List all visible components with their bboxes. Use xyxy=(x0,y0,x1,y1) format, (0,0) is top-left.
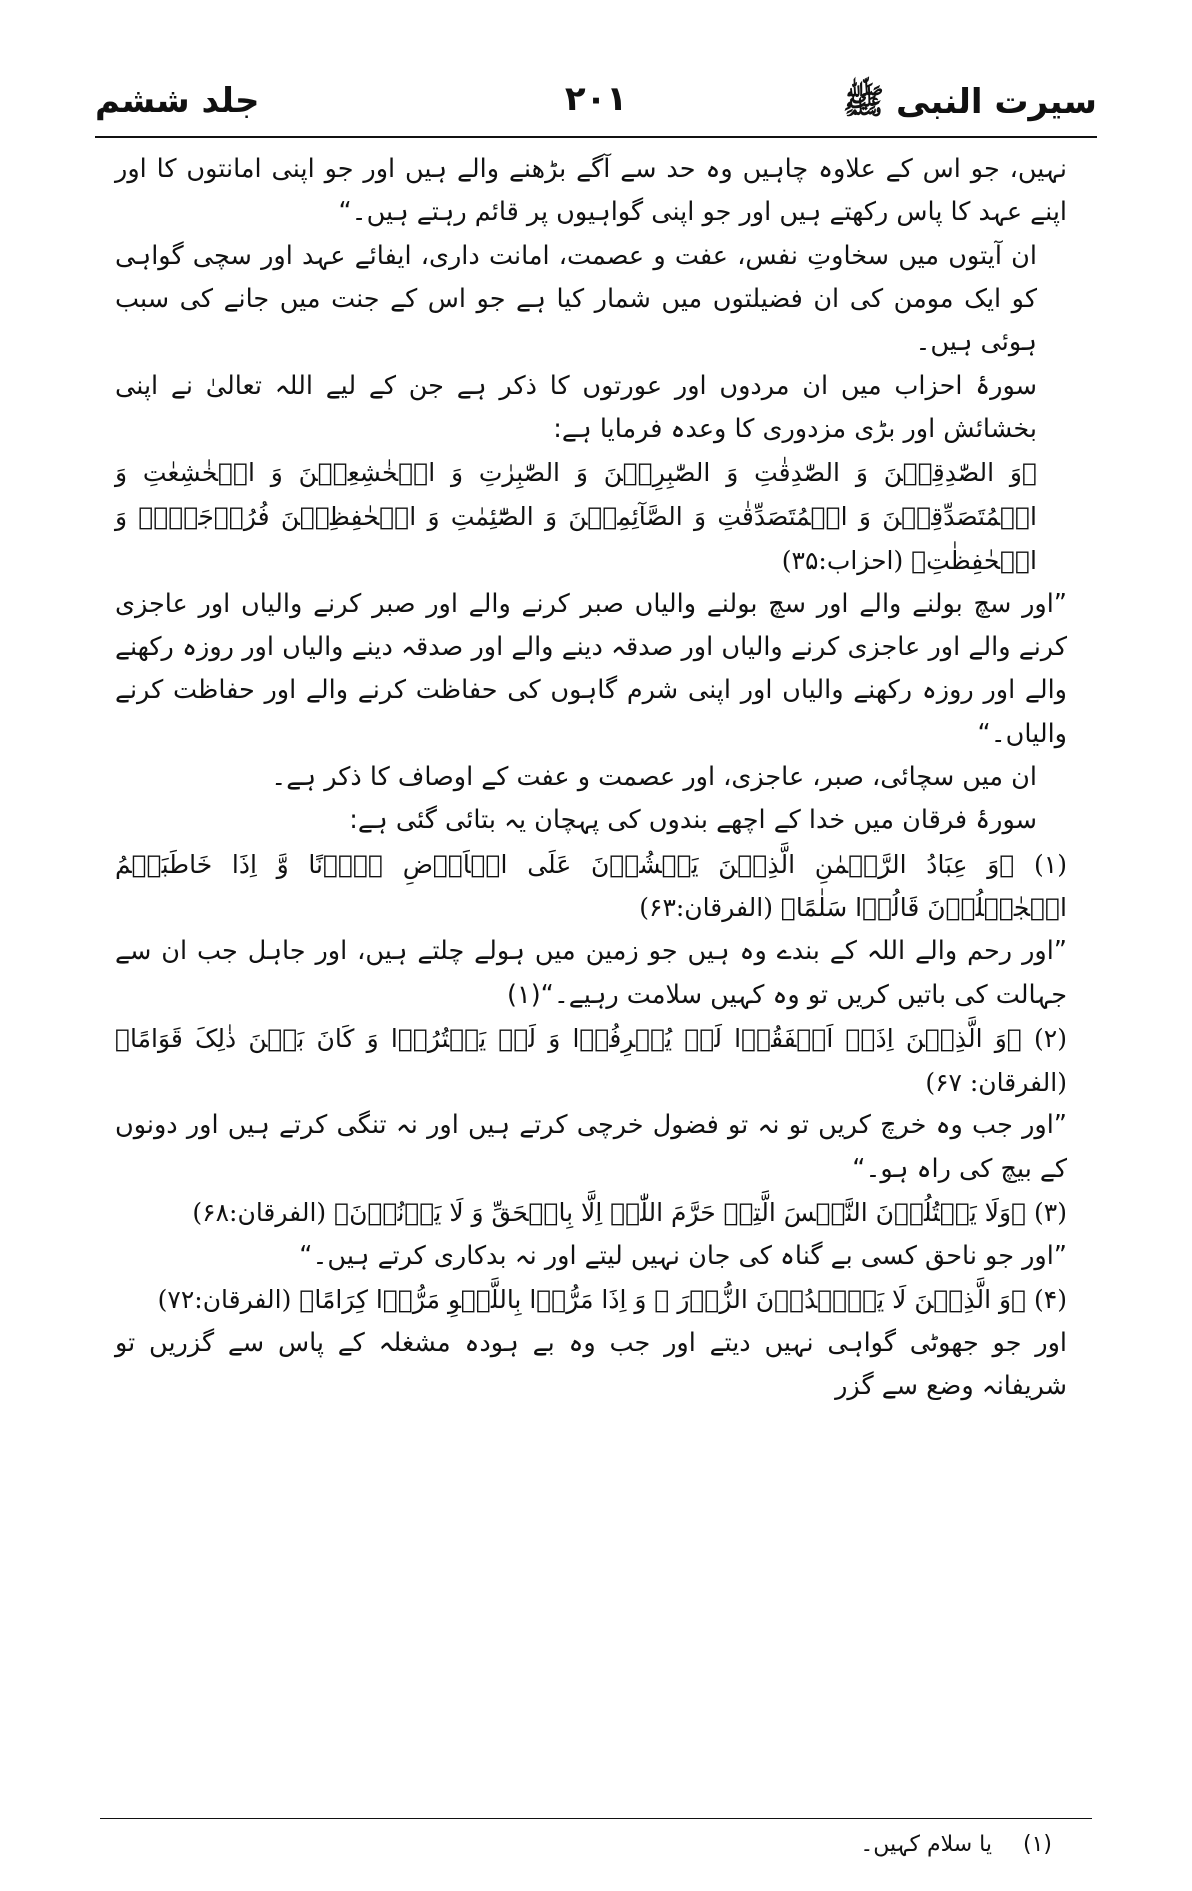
footnote-rule xyxy=(100,1818,1092,1819)
quran-verse-furqan-68: (۳) ﴿وَلَا یَقۡتُلُوۡنَ النَّفۡسَ الَّتِیۡ حَرَّمَ اللّٰہُ اِلَّا بِالۡحَقِّ وَ لَا یَزۡنُوۡنَ﴾ (الفرقان:۶۸) xyxy=(192,1198,1067,1228)
footnote-text: یا سلام کہیں۔ xyxy=(860,1832,992,1857)
page-number: ۲۰۱ xyxy=(564,79,628,119)
translation-furqan-68: ”اور جو ناحق کسی بے گناہ کی جان نہیں لیتے اور نہ بدکاری کرتے ہیں۔“ xyxy=(299,1240,1067,1271)
paragraph-virtues: ان میں سچائی، صبر، عاجزی، اور عصمت و عفت کے اوصاف کا ذکر ہے۔ xyxy=(271,762,1037,793)
footnote xyxy=(140,1832,1052,1857)
paragraph-commentary: ان آیتوں میں سخاوتِ نفس، عفت و عصمت، امانت داری، ایفائے عہد اور سچی گواہی کو ایک مومن کی ان فضیلتوں میں شمار کیا ہے جو اس کے جنت میں جانے کی سبب ہوئی ہیں۔ xyxy=(115,240,1037,358)
page-body xyxy=(115,148,1067,1409)
translation-furqan-63: ”اور رحم والے اللہ کے بندے وہ ہیں جو زمین میں ہولے چلتے ہیں، اور جاہل جب ان سے جہالت کی باتیں کریں تو وہ کہیں سلامت رہیے۔“(۱) xyxy=(115,936,1067,1010)
translation-ahzab-35: ”اور سچ بولنے والے اور سچ بولنے والیاں صبر کرنے والے اور صبر کرنے والیاں اور عاجزی کرنے والے اور عاجزی کرنے والیاں اور صدقہ دینے والے اور صدقہ دینے والیاں اور روزہ رکھنے والے اور روزہ رکھنے والیاں اور اپنی شرم گاہوں کی حفاظت کرنے والے اور حفاظت کرنے والیاں۔“ xyxy=(115,588,1067,749)
paragraph-continuation: نہیں، جو اس کے علاوہ چاہیں وہ حد سے آگے بڑھنے والے ہیں اور جو اپنی امانتوں کا اور اپنے عہد کا پاس رکھتے ہیں اور جو اپنی گواہیوں پر قائم رہتے ہیں۔“ xyxy=(115,154,1067,228)
quran-verse-furqan-67: (۲) ﴿وَ الَّذِیۡنَ اِذَاۤ اَنۡفَقُوۡا لَمۡ یُسۡرِفُوۡا وَ لَمۡ یَقۡتُرُوۡا وَ کَانَ بَیۡنَ ذٰلِکَ قَوَامًا﴾ (الفرقان: ۶۷) xyxy=(115,1023,1067,1097)
volume-label: جلد ششم xyxy=(95,81,260,121)
translation-furqan-67: ”اور جب وہ خرچ کریں تو نہ تو فضول خرچی کرتے ہیں اور نہ تنگی کرتے ہیں اور دونوں کے بیچ کی راہ ہو۔“ xyxy=(115,1110,1067,1184)
header-rule xyxy=(95,136,1097,138)
page-header xyxy=(95,75,1097,135)
footnote-marker: (۱) xyxy=(1022,1832,1052,1857)
paragraph-intro-furqan: سورۂ فرقان میں خدا کے اچھے بندوں کی پہچان یہ بتائی گئی ہے: xyxy=(349,805,1037,836)
paragraph-intro-ahzab: سورۂ احزاب میں ان مردوں اور عورتوں کا ذکر ہے جن کے لیے اللہ تعالیٰ نے اپنی بخشائش اور بڑی مزدوری کا وعدہ فرمایا ہے: xyxy=(115,370,1037,445)
quran-verse-furqan-63: (۱) ﴿وَ عِبَادُ الرَّحۡمٰنِ الَّذِیۡنَ یَمۡشُوۡنَ عَلَی الۡاَرۡضِ ہَوۡنًا وَّ اِذَا خَاطَبَہُمُ الۡجٰہِلُوۡنَ قَالُوۡا سَلٰمًا﴾ (الفرقان:۶۳) xyxy=(115,849,1067,923)
translation-furqan-72: اور جو جھوٹی گواہی نہیں دیتے اور جب وہ بے ہودہ مشغلہ کے پاس سے گزریں تو شریفانہ وضع سے گزر xyxy=(115,1327,1067,1402)
quran-verse-furqan-72: (۴) ﴿وَ الَّذِیۡنَ لَا یَشۡہَدُوۡنَ الزُّوۡرَ ۙ وَ اِذَا مَرُّوۡا بِاللَّغۡوِ مَرُّوۡا کِرَامًا﴾ (الفرقان:۷۲) xyxy=(157,1285,1067,1315)
quran-verse-ahzab-35: ﴿وَ الصّٰدِقِیۡنَ وَ الصّٰدِقٰتِ وَ الصّٰبِرِیۡنَ وَ الصّٰبِرٰتِ وَ الۡخٰشِعِیۡنَ وَ الۡخٰشِعٰتِ وَ الۡمُتَصَدِّقِیۡنَ وَ الۡمُتَصَدِّقٰتِ وَ الصَّآئِمِیۡنَ وَ الصّٰٓئِمٰتِ وَ الۡحٰفِظِیۡنَ فُرُوۡجَہُمۡ وَ الۡحٰفِظٰتِ﴾ (احزاب:۳۵) xyxy=(115,458,1037,575)
book-title: سیرت النبی ﷺ xyxy=(843,82,1097,122)
